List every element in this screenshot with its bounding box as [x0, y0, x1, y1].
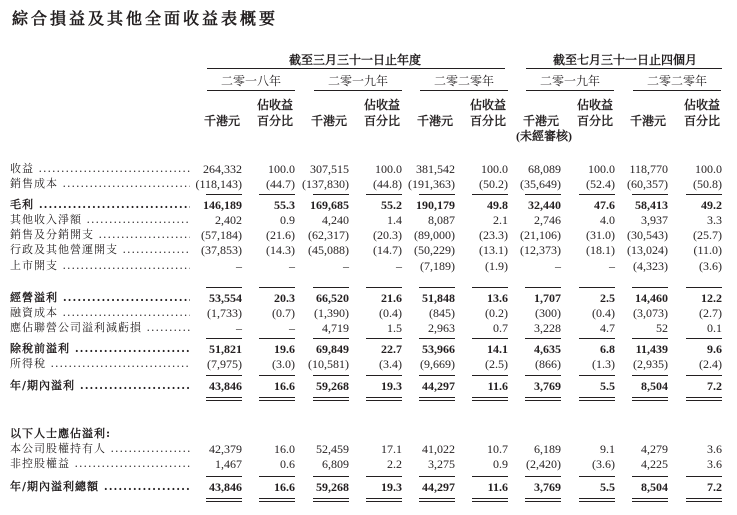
cell-value: (0.4): [592, 306, 615, 320]
cell-value: (45,088): [308, 243, 349, 257]
cell-value: 69,849: [316, 342, 349, 356]
header-4m-year-2020: 二零二零年: [646, 74, 707, 88]
divider: [686, 476, 722, 477]
cell-value: (2,935): [633, 357, 668, 371]
divider: [313, 338, 349, 339]
divider: [633, 90, 721, 91]
table-row: [0, 342, 737, 356]
divider: [419, 338, 455, 339]
cell-value: 2,963: [428, 321, 455, 335]
double-divider: [259, 498, 295, 502]
cell-value: (62,317): [308, 228, 349, 242]
double-divider: [366, 498, 402, 502]
divider: [314, 90, 402, 91]
divider: [206, 476, 242, 477]
cell-value: 58,413: [635, 198, 668, 212]
cell-value: (866): [535, 357, 561, 371]
cell-value: 51,848: [422, 291, 455, 305]
cell-value: (89,000): [414, 228, 455, 242]
divider: [313, 375, 349, 376]
cell-value: 59,268: [316, 480, 349, 494]
table-row: [0, 379, 737, 393]
cell-value: (11.0): [693, 243, 722, 257]
cell-value: (191,363): [408, 177, 455, 191]
cell-value: 100.0: [481, 162, 508, 176]
cell-value: (1.3): [592, 357, 615, 371]
row-label: 本公司股權持有人 .....: [10, 442, 190, 456]
cell-value: 3,769: [534, 480, 561, 494]
cell-value: 0.9: [280, 213, 295, 227]
cell-value: 3,228: [534, 321, 561, 335]
cell-value: (3,073): [633, 306, 668, 320]
table-row: [0, 480, 737, 494]
cell-value: 68,089: [528, 162, 561, 176]
cell-value: 59,268: [316, 379, 349, 393]
row-label: 以下人士應佔溢利:: [10, 427, 112, 440]
divider: [259, 375, 295, 376]
cell-value: 6,809: [322, 457, 349, 471]
cell-value: 16.6: [274, 480, 295, 494]
header-year-2020: 二零二零年: [433, 74, 494, 88]
table-row: [0, 306, 737, 320]
row-label: 銷售成本 .....: [10, 177, 190, 191]
cell-value: (0.7): [272, 306, 295, 320]
table-row: [0, 321, 737, 335]
table-row: [0, 259, 737, 273]
double-divider: [632, 498, 668, 502]
cell-value: 42,379: [209, 442, 242, 456]
double-divider: [472, 397, 508, 401]
divider: [579, 375, 615, 376]
row-label: 非控股權益 .....: [10, 457, 190, 471]
cell-value: (14.3): [266, 243, 295, 257]
divider: [579, 338, 615, 339]
divider: [419, 287, 455, 288]
header-pct-line2: 百分比: [363, 114, 400, 128]
cell-value: (0.4): [379, 306, 402, 320]
divider: [206, 287, 242, 288]
cell-value: 9.6: [707, 342, 722, 356]
cell-value: 2,402: [215, 213, 242, 227]
table-row: [0, 427, 737, 441]
cell-value: 1.4: [387, 213, 402, 227]
cell-value: (31.0): [586, 228, 615, 242]
divider: [526, 68, 722, 69]
table-row: [0, 162, 737, 176]
divider: [206, 194, 242, 195]
divider: [259, 194, 295, 195]
cell-value: 3.6: [707, 457, 722, 471]
cell-value: (300): [535, 306, 561, 320]
cell-value: 1,707: [534, 291, 561, 305]
cell-value: 19.6: [274, 342, 295, 356]
row-label: 上市開支 .....: [10, 259, 190, 273]
cell-value: (2.7): [699, 306, 722, 320]
cell-value: 2.5: [600, 291, 615, 305]
cell-value: 55.3: [274, 198, 295, 212]
cell-value: 53,554: [209, 291, 242, 305]
cell-value: (1,390): [314, 306, 349, 320]
header-amount-hkd: 千港元: [522, 114, 559, 128]
table-row: [0, 442, 737, 456]
cell-value: 0.7: [493, 321, 508, 335]
cell-value: 146,189: [203, 198, 242, 212]
divider: [472, 194, 508, 195]
cell-value: 100.0: [375, 162, 402, 176]
cell-value: (50,229): [414, 243, 455, 257]
cell-value: 0.6: [280, 457, 295, 471]
cell-value: –: [609, 259, 615, 273]
row-label: 經營溢利 .....: [10, 291, 190, 305]
cell-value: –: [236, 259, 242, 273]
divider: [366, 476, 402, 477]
row-label: 融資成本 .....: [10, 306, 190, 320]
cell-value: 3,769: [534, 379, 561, 393]
divider: [472, 287, 508, 288]
row-label: 其他收入淨額 .....: [10, 213, 190, 227]
header-pct-line1: 佔收益: [683, 98, 720, 112]
divider: [686, 194, 722, 195]
divider: [632, 375, 668, 376]
cell-value: 9.1: [600, 442, 615, 456]
cell-value: 3.6: [707, 442, 722, 456]
row-label: 應佔聯營公司溢利減虧損 .....: [10, 321, 190, 335]
cell-value: (20.3): [373, 228, 402, 242]
cell-value: 17.1: [381, 442, 402, 456]
cell-value: 7.2: [707, 379, 722, 393]
cell-value: 5.5: [600, 480, 615, 494]
cell-value: (50.8): [693, 177, 722, 191]
header-pct-line2: 百分比: [469, 114, 506, 128]
divider: [366, 287, 402, 288]
cell-value: (44.8): [373, 177, 402, 191]
cell-value: 14.1: [487, 342, 508, 356]
header-fiscal-year-group: 截至三月三十一日止年度: [288, 53, 421, 67]
cell-value: 100.0: [695, 162, 722, 176]
cell-value: 8,504: [641, 379, 668, 393]
divider: [366, 338, 402, 339]
cell-value: 2.2: [387, 457, 402, 471]
cell-value: 5.5: [600, 379, 615, 393]
divider: [419, 476, 455, 477]
cell-value: (9,669): [420, 357, 455, 371]
cell-value: (7,189): [420, 259, 455, 273]
cell-value: (37,853): [201, 243, 242, 257]
table-row: [0, 357, 737, 371]
divider: [206, 338, 242, 339]
divider: [366, 375, 402, 376]
cell-value: 4,279: [641, 442, 668, 456]
cell-value: (3.6): [592, 457, 615, 471]
divider: [259, 338, 295, 339]
cell-value: 49.8: [487, 198, 508, 212]
cell-value: (23.3): [479, 228, 508, 242]
header-4m-year-2019: 二零一九年: [539, 74, 600, 88]
cell-value: 52: [656, 321, 668, 335]
divider: [259, 476, 295, 477]
table-row: [0, 457, 737, 471]
divider: [632, 476, 668, 477]
divider: [632, 194, 668, 195]
divider: [472, 338, 508, 339]
divider: [207, 68, 505, 69]
divider: [632, 338, 668, 339]
cell-value: 12.2: [701, 291, 722, 305]
cell-value: 381,542: [416, 162, 455, 176]
cell-value: (13.1): [479, 243, 508, 257]
cell-value: (21,106): [520, 228, 561, 242]
cell-value: 16.6: [274, 379, 295, 393]
page-title: 綜合損益及其他全面收益表概要: [12, 9, 279, 28]
row-label: 收益 .....: [10, 162, 190, 176]
header-pct-line1: 佔收益: [576, 98, 613, 112]
cell-value: 4,635: [534, 342, 561, 356]
cell-value: (0.2): [485, 306, 508, 320]
header-pct-line1: 佔收益: [363, 98, 400, 112]
cell-value: 52,459: [316, 442, 349, 456]
cell-value: (7,975): [207, 357, 242, 371]
cell-value: –: [396, 259, 402, 273]
cell-value: (3.0): [272, 357, 295, 371]
double-divider: [686, 397, 722, 401]
cell-value: 1,467: [215, 457, 242, 471]
header-four-month-group: 截至七月三十一日止四個月: [552, 53, 697, 67]
cell-value: 4.0: [600, 213, 615, 227]
divider: [313, 287, 349, 288]
cell-value: (4,323): [633, 259, 668, 273]
cell-value: 11,439: [635, 342, 668, 356]
header-pct-line2: 百分比: [683, 114, 720, 128]
divider: [259, 287, 295, 288]
header-amount-hkd: 千港元: [310, 114, 347, 128]
divider: [686, 338, 722, 339]
double-divider: [525, 498, 561, 502]
double-divider: [366, 397, 402, 401]
cell-value: 41,022: [422, 442, 455, 456]
row-label: 所得稅 .....: [10, 357, 190, 371]
divider: [525, 194, 561, 195]
divider: [525, 476, 561, 477]
cell-value: 2.1: [493, 213, 508, 227]
double-divider: [206, 498, 242, 502]
header-year-2019: 二零一九年: [327, 74, 388, 88]
cell-value: 43,846: [209, 480, 242, 494]
header-amount-hkd: 千港元: [629, 114, 666, 128]
divider: [419, 375, 455, 376]
divider: [206, 375, 242, 376]
double-divider: [206, 397, 242, 401]
divider: [632, 287, 668, 288]
cell-value: –: [343, 259, 349, 273]
divider: [313, 194, 349, 195]
cell-value: 22.7: [381, 342, 402, 356]
divider: [579, 287, 615, 288]
divider: [525, 338, 561, 339]
cell-value: (118,143): [195, 177, 242, 191]
row-label: 年/期內溢利 .....: [10, 379, 190, 393]
header-pct-line2: 百分比: [576, 114, 613, 128]
double-divider: [313, 498, 349, 502]
row-label: 銷售及分銷開支 .....: [10, 228, 190, 242]
cell-value: (30,543): [627, 228, 668, 242]
divider: [472, 476, 508, 477]
divider: [686, 375, 722, 376]
cell-value: (13,024): [627, 243, 668, 257]
cell-value: 118,770: [629, 162, 668, 176]
divider: [686, 287, 722, 288]
divider: [526, 90, 614, 91]
cell-value: 55.2: [381, 198, 402, 212]
cell-value: 19.3: [381, 480, 402, 494]
cell-value: 21.6: [381, 291, 402, 305]
cell-value: 66,520: [316, 291, 349, 305]
header-amount-hkd: 千港元: [416, 114, 453, 128]
cell-value: 3,275: [428, 457, 455, 471]
double-divider: [419, 498, 455, 502]
cell-value: 49.2: [701, 198, 722, 212]
double-divider: [632, 397, 668, 401]
cell-value: (12,373): [520, 243, 561, 257]
cell-value: (14.7): [373, 243, 402, 257]
cell-value: 8,504: [641, 480, 668, 494]
cell-value: 169,685: [310, 198, 349, 212]
cell-value: 44,297: [422, 379, 455, 393]
cell-value: (44.7): [266, 177, 295, 191]
cell-value: 47.6: [594, 198, 615, 212]
cell-value: 0.9: [493, 457, 508, 471]
cell-value: 53,966: [422, 342, 455, 356]
cell-value: 4,240: [322, 213, 349, 227]
cell-value: 11.6: [487, 480, 508, 494]
divider: [472, 375, 508, 376]
cell-value: (3.4): [379, 357, 402, 371]
cell-value: –: [236, 321, 242, 335]
table-row: [0, 291, 737, 305]
cell-value: 307,515: [310, 162, 349, 176]
cell-value: 13.6: [487, 291, 508, 305]
double-divider: [419, 397, 455, 401]
cell-value: (10,581): [308, 357, 349, 371]
header-year-2018: 二零一八年: [220, 74, 281, 88]
cell-value: (2.5): [485, 357, 508, 371]
row-label: 毛利 .....: [10, 198, 190, 212]
divider: [419, 194, 455, 195]
cell-value: 43,846: [209, 379, 242, 393]
cell-value: (35,649): [520, 177, 561, 191]
header-pct-line1: 佔收益: [256, 98, 293, 112]
cell-value: (1,733): [207, 306, 242, 320]
cell-value: –: [289, 321, 295, 335]
cell-value: 51,821: [209, 342, 242, 356]
cell-value: (18.1): [586, 243, 615, 257]
header-unaudited: (未經審核): [516, 129, 572, 143]
cell-value: 20.3: [274, 291, 295, 305]
table-row: [0, 228, 737, 242]
divider: [366, 194, 402, 195]
cell-value: 14,460: [635, 291, 668, 305]
divider: [525, 287, 561, 288]
header-pct-line1: 佔收益: [469, 98, 506, 112]
divider: [313, 476, 349, 477]
cell-value: 16.0: [274, 442, 295, 456]
cell-value: 100.0: [588, 162, 615, 176]
double-divider: [472, 498, 508, 502]
cell-value: 19.3: [381, 379, 402, 393]
table-row: [0, 177, 737, 191]
cell-value: 6.8: [600, 342, 615, 356]
cell-value: (1.9): [485, 259, 508, 273]
divider: [579, 476, 615, 477]
cell-value: 1.5: [387, 321, 402, 335]
table-row: [0, 213, 737, 227]
double-divider: [686, 498, 722, 502]
cell-value: 4.7: [600, 321, 615, 335]
cell-value: 264,332: [203, 162, 242, 176]
cell-value: 11.6: [487, 379, 508, 393]
cell-value: 4,225: [641, 457, 668, 471]
cell-value: (50.2): [479, 177, 508, 191]
table-row: [0, 243, 737, 257]
cell-value: 32,440: [528, 198, 561, 212]
cell-value: (2.4): [699, 357, 722, 371]
cell-value: 8,087: [428, 213, 455, 227]
cell-value: –: [555, 259, 561, 273]
cell-value: (845): [429, 306, 455, 320]
cell-value: 7.2: [707, 480, 722, 494]
row-label: 行政及其他營運開支 .....: [10, 243, 190, 257]
cell-value: (60,357): [627, 177, 668, 191]
cell-value: (3.6): [699, 259, 722, 273]
header-pct-line2: 百分比: [256, 114, 293, 128]
cell-value: (25.7): [693, 228, 722, 242]
table-row: [0, 198, 737, 212]
cell-value: 44,297: [422, 480, 455, 494]
cell-value: (2,420): [526, 457, 561, 471]
header-amount-hkd: 千港元: [203, 114, 240, 128]
cell-value: 3.3: [707, 213, 722, 227]
double-divider: [313, 397, 349, 401]
row-label: 年/期內溢利總額 .....: [10, 480, 190, 494]
cell-value: (57,184): [201, 228, 242, 242]
cell-value: 4,719: [322, 321, 349, 335]
double-divider: [525, 397, 561, 401]
double-divider: [259, 397, 295, 401]
cell-value: 10.7: [487, 442, 508, 456]
cell-value: 2,746: [534, 213, 561, 227]
row-label: 除稅前溢利 .....: [10, 342, 190, 356]
divider: [525, 375, 561, 376]
cell-value: 6,189: [534, 442, 561, 456]
cell-value: 100.0: [268, 162, 295, 176]
cell-value: 3,937: [641, 213, 668, 227]
cell-value: (52.4): [586, 177, 615, 191]
cell-value: 190,179: [416, 198, 455, 212]
double-divider: [579, 397, 615, 401]
cell-value: (21.6): [266, 228, 295, 242]
cell-value: –: [289, 259, 295, 273]
divider: [207, 90, 295, 91]
divider: [420, 90, 508, 91]
double-divider: [579, 498, 615, 502]
cell-value: (137,830): [302, 177, 349, 191]
cell-value: 0.1: [707, 321, 722, 335]
divider: [579, 194, 615, 195]
